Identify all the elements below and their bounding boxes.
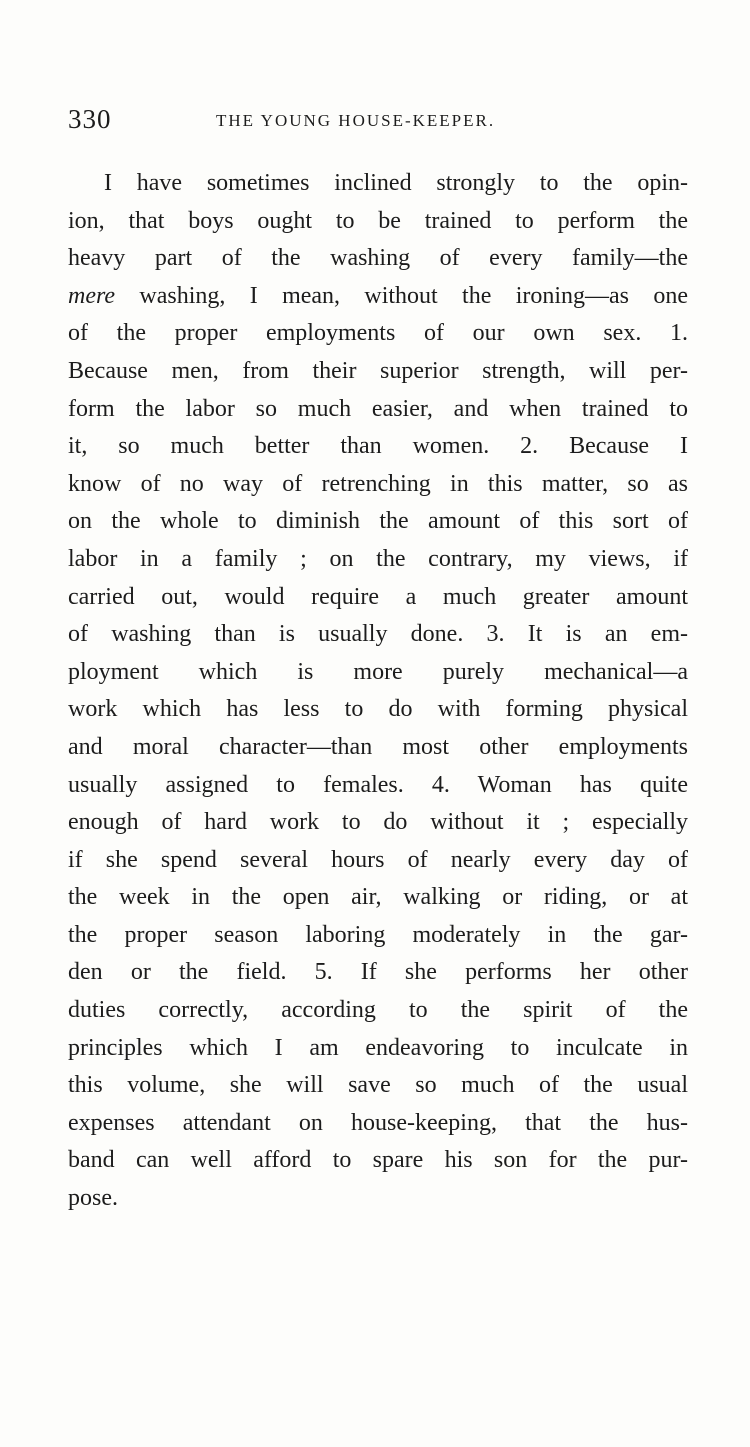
text-line: expenses attendant on house-keeping, that the hus- xyxy=(68,1109,688,1136)
text-line: ion, that boys ought to be trained to perform the xyxy=(68,207,688,234)
text-line: mere washing, I mean, without the ironing—as one xyxy=(68,282,688,309)
text-line: if she spend several hours of nearly every day of xyxy=(68,846,688,873)
text-line: carried out, would require a much greater amount xyxy=(68,583,688,610)
text-line: this volume, she will save so much of the usual xyxy=(68,1072,688,1099)
running-title: THE YOUNG HOUSE-KEEPER. xyxy=(216,111,496,130)
page-header xyxy=(68,104,688,136)
text-line: Because men, from their superior strength, will per- xyxy=(68,357,688,384)
text-line: of the proper employments of our own sex. 1. xyxy=(68,320,688,347)
text-line: principles which I am endeavoring to inculcate in xyxy=(68,1034,688,1061)
text-line: the week in the open air, walking or riding, or at xyxy=(68,884,688,911)
text-line: I have sometimes inclined strongly to the opin- xyxy=(104,170,688,196)
text-line: on the whole to diminish the amount of this sort of xyxy=(68,508,688,535)
text-line: pose. xyxy=(68,1185,118,1212)
text-line: ployment which is more purely mechanical—a xyxy=(68,658,688,685)
text-line: band can well afford to spare his son for the pur- xyxy=(68,1147,688,1174)
text-line: enough of hard work to do without it ; especially xyxy=(68,809,688,836)
text-line: it, so much better than women. 2. Because I xyxy=(68,433,688,460)
text-line: heavy part of the washing of every family—the xyxy=(68,245,688,272)
text-line: of washing than is usually done. 3. It is an em- xyxy=(68,621,688,648)
text-line: the proper season laboring moderately in the gar- xyxy=(68,921,688,948)
emphasis: mere xyxy=(68,282,116,309)
text-line: form the labor so much easier, and when trained to xyxy=(68,395,688,422)
text-line: and moral character—than most other employments xyxy=(68,733,688,760)
paragraph xyxy=(68,165,688,1218)
text-line: den or the field. 5. If she performs her other xyxy=(68,959,688,986)
text-line: duties correctly, according to the spirit of the xyxy=(68,997,688,1024)
text-line: know of no way of retrenching in this matter, so as xyxy=(68,470,688,497)
text-line: labor in a family ; on the contrary, my views, if xyxy=(68,545,688,572)
page-number: 330 xyxy=(68,104,112,134)
text-line: work which has less to do with forming physical xyxy=(68,696,688,723)
text-line: usually assigned to females. 4. Woman has quite xyxy=(68,771,688,798)
